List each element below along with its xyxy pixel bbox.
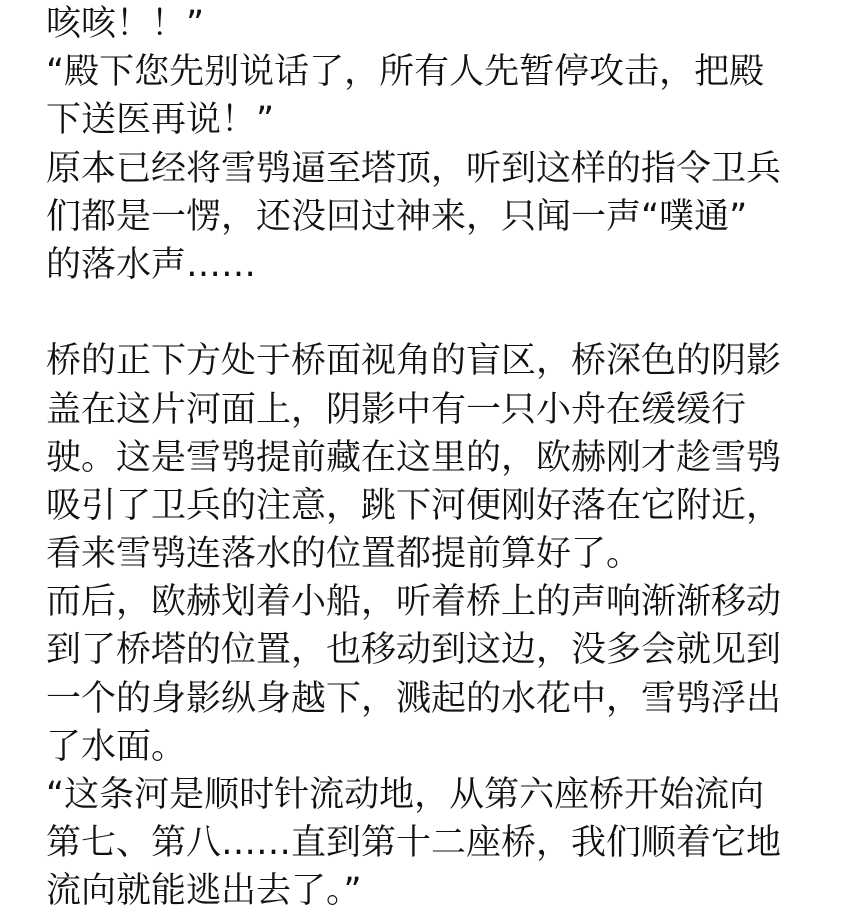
text-line-14: 到了桥塔的位置，也移动到这边，没多会就见到 [46,630,782,671]
text-line-8: 桥的正下方处于桥面视角的盲区，桥深色的阴影 [46,341,782,382]
text-line-2: “殿下您先别说话了，所有人先暂停攻击，把殿 [46,52,765,93]
text-line-16: 了水面。 [46,726,187,767]
text-line-3: 下送医再说！” [46,100,275,141]
text-line-15: 一个的身影纵身越下，溅起的水花中，雪鸮浮出 [46,678,782,719]
text-line-18: 第七、第八……直到第十二座桥，我们顺着它地 [46,823,782,864]
text-line-5: 们都是一愣，还没回过神来，只闻一声“噗通” [46,196,748,237]
text-line-10: 驶。这是雪鸮提前藏在这里的，欧赫刚才趁雪鸮 [46,437,782,478]
text-line-1: 咳咳！！” [46,4,205,44]
text-line-19: 流向就能逃出去了。” [46,871,362,912]
text-line-12: 看来雪鸮连落水的位置都提前算好了。 [46,534,642,575]
text-line-4: 原本已经将雪鸮逼至塔顶，听到这样的指令卫兵 [46,148,782,189]
blank-line [46,289,806,337]
text-line-11: 吸引了卫兵的注意，跳下河便刚好落在它附近， [46,485,782,526]
text-line-17: “这条河是顺时针流动地，从第六座桥开始流向 [46,775,765,815]
text-line-13: 而后，欧赫划着小船，听着桥上的声响渐渐移动 [46,582,782,623]
text-line-6: 的落水声…… [46,244,257,285]
text-line-9: 盖在这片河面上，阴影中有一只小舟在缓缓行 [46,389,747,430]
